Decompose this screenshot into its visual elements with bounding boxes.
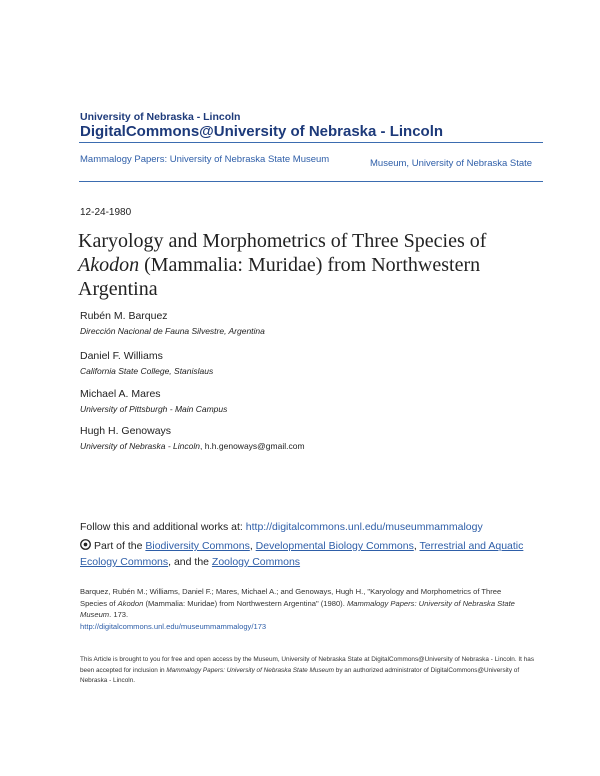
- recommended-citation: [80, 586, 530, 632]
- museum-link[interactable]: Museum, University of Nebraska State: [370, 158, 533, 169]
- part-of-line: [80, 538, 540, 570]
- author-affiliation: California State College, Stanislaus: [80, 366, 214, 376]
- citation-genus: Akodon: [117, 598, 144, 608]
- notice-text-1: This Article is brought to you for free and open access by the Museum, University of Nebraska State at DigitalCommons@University of Nebraska - Lincoln. It has been accepted for inclusion in: [80, 656, 535, 674]
- title-part-2: (Mammalia: Muridae) from Northwestern Argentina: [78, 254, 481, 300]
- author-affiliation-text: University of Nebraska - Lincoln: [80, 441, 200, 451]
- follow-url-link[interactable]: http://digitalcommons.unl.edu/museummammalogy: [245, 521, 483, 533]
- developmental-biology-commons-link[interactable]: Developmental Biology Commons: [255, 540, 414, 552]
- part-of-prefix: Part of the: [94, 540, 143, 552]
- author-name: Daniel F. Williams: [80, 350, 163, 362]
- part-of-separator: , and the: [168, 556, 212, 568]
- author-affiliation: [80, 441, 305, 451]
- institution-name[interactable]: University of Nebraska - Lincoln: [80, 111, 241, 123]
- follow-line: [80, 521, 483, 533]
- notice-text-2: by an authorized administrator of DigitalCommons@University of Nebraska - Lincoln.: [80, 666, 520, 684]
- citation-number: . 173.: [109, 610, 129, 619]
- series-title-link[interactable]: Mammalogy Papers: University of Nebraska State Museum: [80, 154, 330, 165]
- author-affiliation: Dirección Nacional de Fauna Silvestre, Argentina: [80, 326, 265, 336]
- paper-title: [78, 229, 548, 301]
- part-of-separator: ,: [413, 540, 420, 552]
- repository-name[interactable]: DigitalCommons@University of Nebraska - Lincoln: [80, 123, 444, 140]
- commons-network-icon: [80, 539, 91, 550]
- publication-date: 12-24-1980: [80, 207, 132, 218]
- author-email: , h.h.genoways@gmail.com: [200, 441, 305, 451]
- author-name: Rubén M. Barquez: [80, 310, 168, 322]
- header-rule-bottom: [79, 181, 543, 182]
- zoology-commons-link[interactable]: Zoology Commons: [211, 556, 301, 568]
- title-part-1: Karyology and Morphometrics of Three Species of: [78, 230, 487, 252]
- follow-label: Follow this and additional works at:: [80, 521, 243, 533]
- author-name: Michael A. Mares: [80, 388, 161, 400]
- author-name: Hugh H. Genoways: [80, 425, 172, 437]
- citation-url-link[interactable]: http://digitalcommons.unl.edu/museummammalogy/173: [80, 621, 267, 631]
- citation-authors-title: Barquez, Rubén M.; Williams, Daniel F.; Mares, Michael A.; and Genoways, Hugh H., "Karyology and Morphometrics of Three Species of: [80, 587, 502, 608]
- part-of-separator: ,: [249, 540, 256, 552]
- citation-series: Mammalogy Papers: University of Nebraska State Museum: [80, 598, 515, 619]
- title-genus: Akodon: [78, 254, 140, 276]
- author-affiliation: University of Pittsburgh - Main Campus: [80, 404, 228, 414]
- citation-title-end: (Mammalia: Muridae) from Northwestern Argentina" (1980).: [143, 598, 347, 608]
- terrestrial-aquatic-ecology-commons-link[interactable]: Terrestrial and Aquatic Ecology Commons: [80, 540, 524, 568]
- notice-series: Mammalogy Papers: University of Nebraska State Museum: [166, 666, 334, 674]
- access-notice: [80, 655, 540, 687]
- biodiversity-commons-link[interactable]: Biodiversity Commons: [145, 540, 250, 552]
- header-rule-top: [79, 142, 543, 143]
